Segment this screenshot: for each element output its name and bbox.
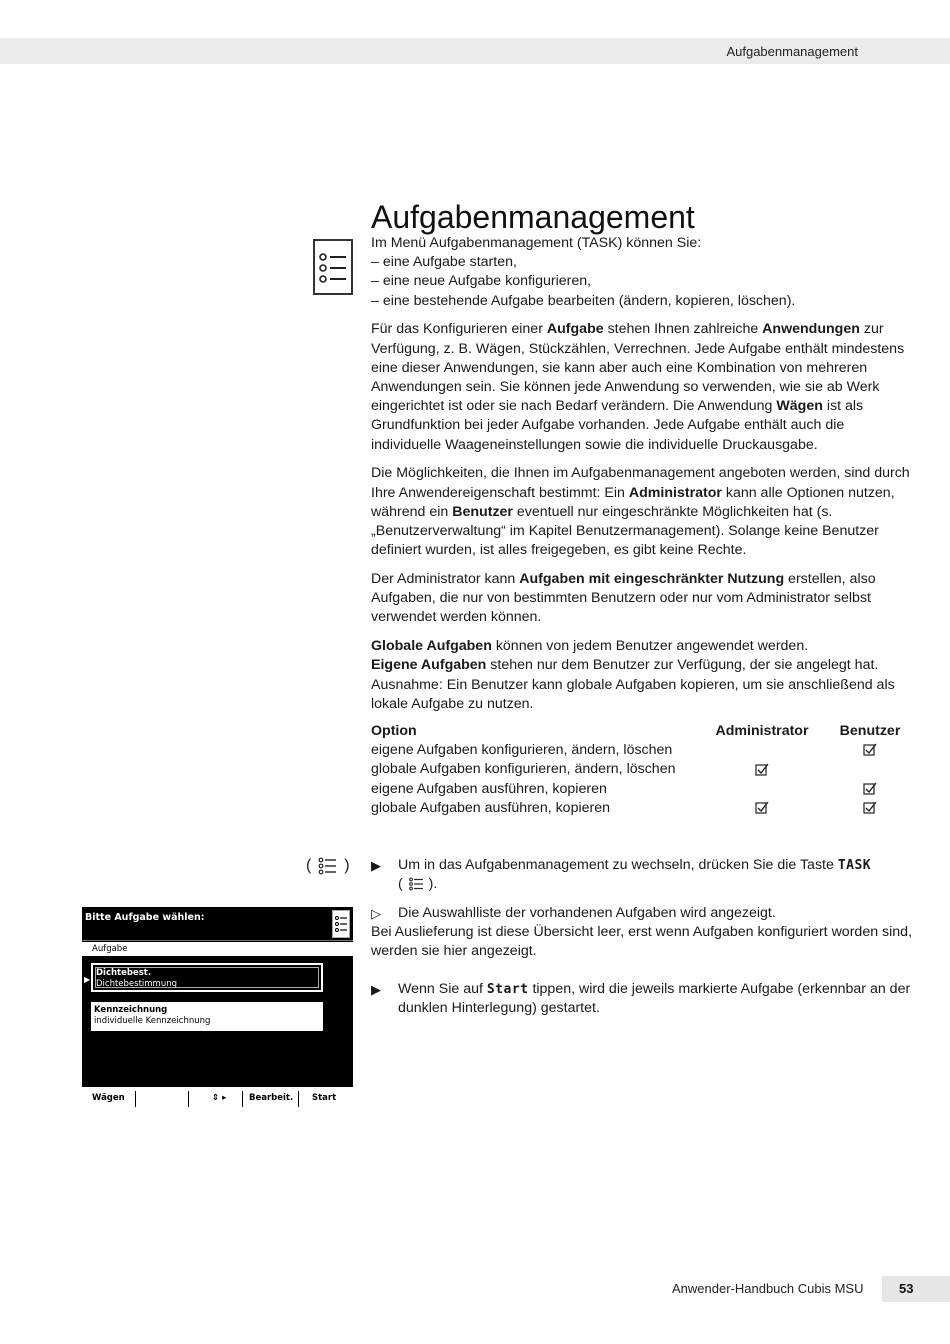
task-name: Dichtebest. (96, 968, 152, 978)
task-key-icon (407, 877, 425, 891)
intro-item: – eine bestehende Aufgabe bearbeiten (ändern, kopieren, löschen). (371, 292, 796, 309)
checkbox-checked-icon (755, 801, 769, 815)
body-text (371, 234, 916, 724)
options-table (371, 722, 916, 818)
task-list-icon (313, 239, 353, 295)
running-title: Aufgabenmanagement (726, 44, 858, 59)
option-label: eigene Aufgaben konfigurieren, ändern, löschen (371, 742, 673, 759)
page-number: 53 (899, 1281, 914, 1296)
selection-arrow-icon: ▶ (84, 975, 91, 984)
option-label: globale Aufgaben ausführen, kopieren (371, 799, 611, 816)
softkey-bar (82, 1087, 353, 1113)
user-cell (824, 799, 916, 818)
option-label: eigene Aufgaben ausführen, kopieren (371, 780, 607, 797)
edit-softkey[interactable]: Bearbeit. (249, 1093, 294, 1103)
table-row (371, 760, 916, 779)
divider (298, 1091, 299, 1107)
page-title: Aufgabenmanagement (371, 199, 695, 236)
result-arrow-icon: ▷ (371, 906, 381, 921)
weigh-softkey[interactable]: Wägen (92, 1093, 125, 1103)
intro-lead: Im Menü Aufgabenmanagement (TASK) können Sie: (371, 235, 702, 251)
admin-cell (700, 741, 824, 760)
task-key-label: TASK (837, 858, 872, 873)
task-key-icon (316, 856, 340, 876)
task-list-icon[interactable] (332, 910, 350, 938)
task-item[interactable] (91, 1002, 323, 1031)
table-row (371, 741, 916, 760)
task-description: Dichtebestimmung (96, 979, 178, 989)
table-header-row (371, 722, 916, 741)
intro-item: – eine Aufgabe starten, (371, 254, 517, 271)
checkbox-checked-icon (863, 801, 877, 815)
divider (242, 1091, 243, 1107)
divider (135, 1091, 136, 1107)
action-arrow-icon: ▶ (371, 858, 381, 873)
instruction-steps (371, 856, 916, 1028)
user-cell (824, 780, 916, 799)
paragraph-global-own-tasks: Globale Aufgaben können von jedem Benutzer angewendet werden. Eigene Aufgaben stehen nur dem Benutzer zur Verfügung, der sie angelegt hat. Ausnahme: Ein Benutzer kann globale Aufgaben kopieren, um sie anschließend als lokale Aufgabe zu nutzen. (371, 638, 895, 712)
manual-title: Anwender-Handbuch Cubis MSU (672, 1281, 864, 1296)
divider (188, 1091, 189, 1107)
device-screen (82, 907, 353, 1113)
start-softkey[interactable]: Start (312, 1093, 337, 1103)
paragraph-user-rights: Die Möglichkeiten, die Ihnen im Aufgabenmanagement angeboten werden, sind durch Ihre Anwendereigenschaft bestimmt: Ein Administrator kann alle Optionen nutzen, während ein Benutzer eventuell nur eingeschränkte Möglichkeiten hat (s. „Benutzerverwaltung“ im Kapitel Benutzermanagement). Solange keine Benutzer definiert wurden, ist alles freigegeben, es gibt keine Rechte. (371, 465, 910, 559)
paragraph-restricted-tasks: Der Administrator kann Aufgaben mit eingeschränkter Nutzung erstellen, also Aufgaben, die nur von bestimmten Benutzern oder nur vom Administrator selbst verwendet werden können. (371, 571, 876, 626)
header-benutzer: Benutzer (839, 723, 901, 739)
step-result: ▷ Die Auswahlliste der vorhandenen Aufgaben wird angezeigt. (371, 904, 916, 923)
paragraph-applications: Für das Konfigurieren einer Aufgabe stehen Ihnen zahlreiche Anwendungen zur Verfügung, z. B. Wägen, Stückzählen, Verrechnen. Jede Aufgabe enthält mindestens eine dieser Anwendungen, sie kann aber auch eine Kombination von mehreren Anwendungen sein. Sie können jede Anwendung so verwenden, wie sie ab Werk eingerichtet ist oder sie nach Bedarf verändern. Die Anwendung Wägen ist als Grundfunktion bei jeder Aufgabe vorhanden. Jede Aufgabe enthält auch die individuelle Waageneinstellungen sowie die individuelle Druckausgabe. (371, 321, 905, 453)
navigate-softkey[interactable]: ⇕ ▸ (212, 1093, 227, 1103)
checkbox-checked-icon (863, 743, 877, 757)
admin-cell (700, 760, 824, 779)
step-open-task: ▶ Um in das Aufgabenmanagement zu wechseln, drücken Sie die Taste TASK ( ). (371, 857, 872, 893)
step-start-task: ▶ Wenn Sie auf Start tippen, wird die jeweils markierte Aufgabe (erkennbar an der dunklen Hinterlegung) gestartet. (371, 980, 911, 1016)
option-label: globale Aufgaben konfigurieren, ändern, löschen (371, 761, 676, 778)
task-name: Kennzeichnung (94, 1005, 168, 1015)
intro-item: – eine neue Aufgabe konfigurieren, (371, 273, 592, 290)
task-description: individuelle Kennzeichnung (94, 1016, 211, 1026)
header-option: Option (371, 723, 417, 739)
divider (82, 940, 353, 941)
screen-title: Bitte Aufgabe wählen: (85, 912, 205, 923)
header-bar (0, 38, 950, 64)
checkbox-checked-icon (863, 782, 877, 796)
table-row (371, 780, 916, 799)
admin-cell (700, 780, 824, 799)
step-note: Bei Auslieferung ist diese Übersicht leer, erst wenn Aufgaben konfiguriert worden sind, werden sie hier angezeigt. (371, 924, 913, 960)
table-row (371, 799, 916, 818)
header-administrator: Administrator (715, 723, 809, 739)
user-cell (824, 760, 916, 779)
admin-cell (700, 799, 824, 818)
task-item-selected[interactable] (91, 963, 323, 992)
task-key-reference: ( ) (306, 857, 350, 875)
checkbox-checked-icon (755, 763, 769, 777)
action-arrow-icon: ▶ (371, 981, 381, 997)
start-key-label: Start (486, 981, 529, 997)
intro-paragraph (371, 234, 916, 311)
column-header: Aufgabe (82, 942, 353, 956)
user-cell (824, 741, 916, 760)
page-number-box (882, 1276, 950, 1302)
